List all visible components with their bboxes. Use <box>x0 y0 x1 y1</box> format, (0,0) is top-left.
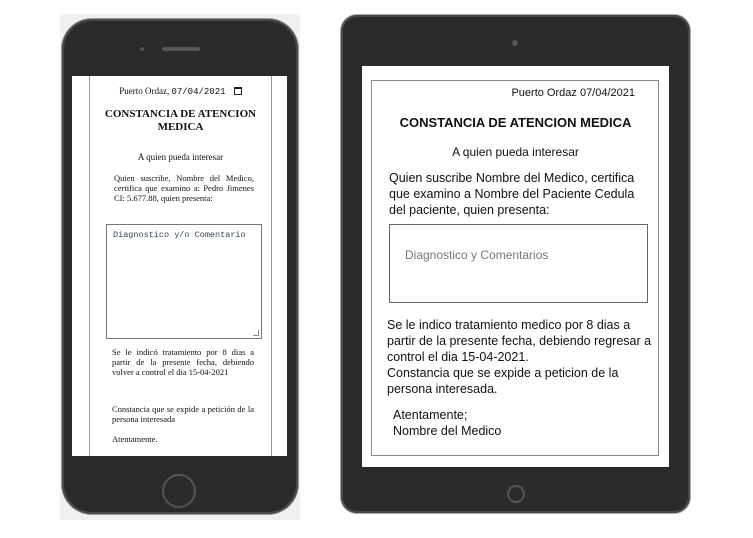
phone-home-button <box>162 474 196 508</box>
tablet-page-title: CONSTANCIA DE ATENCION MEDICA <box>399 115 632 130</box>
phone-date-input[interactable]: 07/04/2021 <box>171 87 226 97</box>
tablet-greeting: A quien pueda interesar <box>452 145 579 159</box>
phone-document <box>89 76 272 456</box>
phone-speaker <box>162 47 200 51</box>
calendar-icon[interactable] <box>234 87 242 95</box>
phone-date-place: Puerto Ordaz, <box>119 86 170 96</box>
phone-screen <box>72 76 287 456</box>
phone-expedite-text: Constancia que se expide a petición de la persona interesada <box>112 404 254 424</box>
phone-closing-text: Atentamente. <box>112 434 158 444</box>
tablet-expedite-text: Constancia que se expide a peticion de la persona interesada. <box>387 366 619 396</box>
tablet-screen <box>362 66 669 467</box>
tablet-date: Puerto Ordaz 07/04/2021 <box>511 87 635 99</box>
tablet-diagnosis-textarea[interactable] <box>389 224 648 303</box>
tablet-treatment-text: Se le indico tratamiento medico por 8 dias a partir de la presente fecha, debiendo regresar a control el dia 15-04-2021. <box>387 318 652 364</box>
phone-greeting: A quien pueda interesar <box>137 152 224 162</box>
tablet-doctor-name: Nombre del Medico <box>393 424 502 438</box>
phone-textarea-placeholder: Diagnostico y/o Comentario <box>113 230 246 240</box>
tablet-closing-text: Atentamente; <box>393 408 468 422</box>
phone-body-text: Quien suscribe, Nombre del Medico, certifica que examino a: Pedro Jimenes CI: 5.677.88, quien presenta: <box>114 173 254 203</box>
resize-handle-icon[interactable] <box>253 330 259 336</box>
phone-diagnosis-textarea[interactable] <box>106 224 262 339</box>
tablet-home-button <box>507 485 525 503</box>
phone-camera <box>140 47 144 51</box>
phone-date-row <box>90 86 271 97</box>
phone-treatment-text: Se le indicó tratamiento por 8 dias a partir de la presente fecha, debiendo volver a control el dia 15-04-2021 <box>112 347 254 377</box>
tablet-textarea-placeholder: Diagnostico y Comentarios <box>405 248 549 262</box>
tablet-body-text: Quien suscribe Nombre del Medico, certifica que examino a Nombre del Paciente Cedula del paciente, quien presenta: <box>389 171 635 217</box>
tablet-camera <box>512 40 518 46</box>
tablet-closing-block <box>393 407 501 439</box>
tablet-treatment-block <box>387 317 657 397</box>
phone-page-title: CONSTANCIA DE ATENCION MEDICA <box>104 108 257 133</box>
